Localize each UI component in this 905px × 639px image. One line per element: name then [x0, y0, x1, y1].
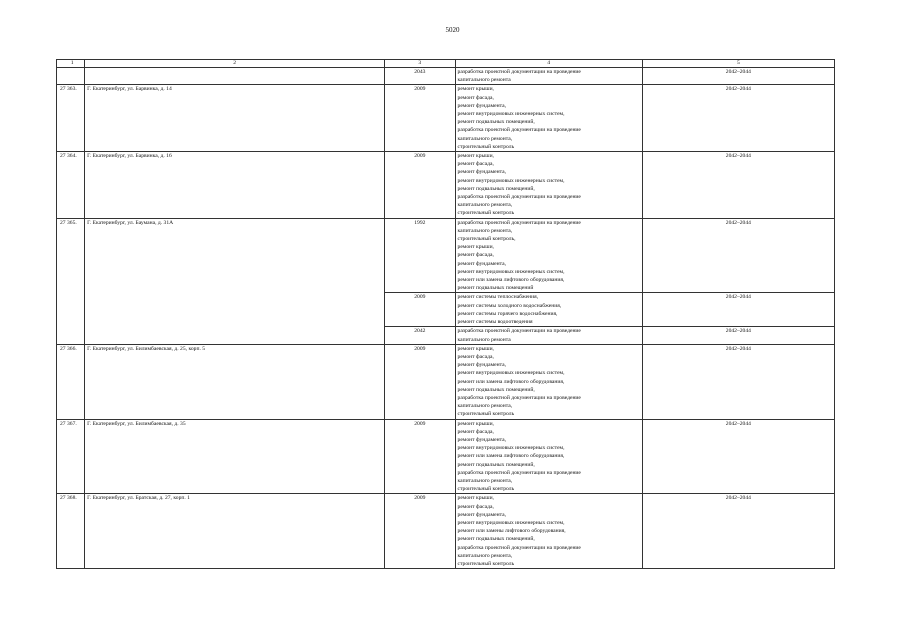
work-item: разработка проектной документации на проведение	[457, 394, 581, 401]
works-cell	[455, 85, 642, 152]
column-header-5: 5	[642, 60, 834, 68]
work-item: ремонт фасада,	[457, 353, 494, 360]
work-item: ремонт подвальных помещений,	[457, 119, 535, 126]
column-header-3: 3	[385, 60, 455, 68]
address-cell: Г. Екатеринбург, ул. Братская, д. 27, корп. 1	[85, 494, 385, 569]
table-row	[57, 218, 835, 293]
work-item: разработка проектной документации на проведение	[457, 219, 581, 226]
work-item: капитального ремонта,	[457, 477, 513, 484]
work-item: ремонт фасада,	[457, 161, 494, 168]
work-item: капитального ремонта,	[457, 552, 513, 559]
work-item: ремонт подвальных помещений,	[457, 386, 535, 393]
work-item: ремонт подвальных помещений,	[457, 461, 535, 468]
column-header-4: 4	[455, 60, 642, 68]
address-cell: Г. Екатеринбург, ул. Барвинка, д. 14	[85, 85, 385, 152]
work-item: ремонт или замена лифтового оборудования,	[457, 378, 565, 385]
work-item: ремонт крыши,	[457, 345, 494, 352]
work-item: ремонт крыши,	[457, 86, 494, 93]
work-item: ремонт фундамента,	[457, 102, 506, 109]
work-item: ремонт внутридомовых инженерных систем,	[457, 268, 565, 275]
work-item: капитального ремонта,	[457, 135, 513, 142]
works-cell	[455, 218, 642, 293]
row-number-cell: 27 368.	[57, 494, 85, 569]
period-cell: 2042–2044	[642, 218, 834, 293]
table-row	[57, 494, 835, 569]
work-item: ремонт внутридомовых инженерных систем,	[457, 519, 565, 526]
work-item: ремонт системы теплоснабжения,	[457, 294, 539, 301]
work-item: капитального ремонта	[457, 336, 511, 343]
period-cell: 2042–2044	[642, 419, 834, 494]
works-cell	[455, 419, 642, 494]
column-header-2: 2	[85, 60, 385, 68]
work-item: строительный контроль	[457, 210, 515, 217]
year-cell: 2043	[385, 68, 455, 85]
work-item: ремонт фасада,	[457, 94, 494, 101]
period-cell: 2042–2044	[642, 344, 834, 419]
table-body	[57, 68, 835, 569]
work-item: ремонт фундамента,	[457, 260, 506, 267]
work-item: ремонт системы водоотведения	[457, 319, 533, 326]
row-number-cell	[57, 68, 85, 85]
table-row	[57, 152, 835, 219]
work-item: ремонт системы горячего водоснабжения,	[457, 310, 558, 317]
table-row	[57, 419, 835, 494]
address-cell: Г. Екатеринбург, ул. Барвинка, д. 16	[85, 152, 385, 219]
address-cell: Г. Екатеринбург, ул. Баумана, д. 31А	[85, 218, 385, 344]
work-item: строительный контроль	[457, 560, 515, 567]
year-cell: 1992	[385, 218, 455, 293]
work-item: ремонт внутридомовых инженерных систем,	[457, 111, 565, 118]
year-cell: 2009	[385, 152, 455, 219]
year-cell: 2009	[385, 293, 455, 327]
work-item: ремонт внутридомовых инженерных систем,	[457, 370, 565, 377]
work-item: ремонт фасада,	[457, 428, 494, 435]
work-item: ремонт крыши,	[457, 420, 494, 427]
work-item: строительный контроль	[457, 143, 515, 150]
address-cell	[85, 68, 385, 85]
work-item: ремонт или замена лифтового оборудования,	[457, 453, 565, 460]
works-cell	[455, 344, 642, 419]
work-item: капитального ремонта,	[457, 202, 513, 209]
work-item: разработка проектной документации на проведение	[457, 328, 581, 335]
row-number-cell: 27 366.	[57, 344, 85, 419]
column-number-row	[57, 60, 835, 68]
work-item: разработка проектной документации на проведение	[457, 127, 581, 134]
period-cell: 2042–2044	[642, 85, 834, 152]
work-item: ремонт фундамента,	[457, 436, 506, 443]
work-item: ремонт системы холодного водоснабжения,	[457, 302, 562, 309]
year-cell: 2009	[385, 85, 455, 152]
column-header-1: 1	[57, 60, 85, 68]
work-item: ремонт крыши,	[457, 495, 494, 502]
works-cell	[455, 494, 642, 569]
year-cell: 2009	[385, 494, 455, 569]
work-item: ремонт фундамента,	[457, 169, 506, 176]
capital-repair-table	[56, 59, 835, 569]
row-number-cell: 27 365.	[57, 218, 85, 344]
address-cell: Г. Екатеринбург, ул. Билимбаевская, д. 35	[85, 419, 385, 494]
work-item: ремонт крыши,	[457, 153, 494, 160]
work-item: ремонт внутридомовых инженерных систем,	[457, 445, 565, 452]
work-item: ремонт или замена лифтового оборудования,	[457, 277, 565, 284]
works-cell	[455, 68, 642, 85]
period-cell: 2042–2044	[642, 494, 834, 569]
works-cell	[455, 327, 642, 344]
period-cell: 2042–2044	[642, 327, 834, 344]
year-cell: 2009	[385, 344, 455, 419]
work-item: капитального ремонта,	[457, 403, 513, 410]
work-item: разработка проектной документации на проведение	[457, 469, 581, 476]
work-item: строительный контроль	[457, 486, 515, 493]
work-item: капитального ремонта,	[457, 227, 513, 234]
work-item: капитального ремонта	[457, 77, 511, 84]
work-item: ремонт фундамента,	[457, 511, 506, 518]
period-cell: 2042–2044	[642, 68, 834, 85]
work-item: ремонт фасада,	[457, 252, 494, 259]
row-number-cell: 27 363.	[57, 85, 85, 152]
work-item: строительный контроль,	[457, 236, 516, 243]
work-item: ремонт фасада,	[457, 503, 494, 510]
table-row	[57, 68, 835, 85]
year-cell: 2042	[385, 327, 455, 344]
work-item: разработка проектной документации на проведение	[457, 544, 581, 551]
work-item: строительный контроль	[457, 411, 515, 418]
works-cell	[455, 293, 642, 327]
work-item: ремонт внутридомовых инженерных систем,	[457, 177, 565, 184]
work-item: ремонт подвальных помещений,	[457, 536, 535, 543]
period-cell: 2042–2044	[642, 293, 834, 327]
table-row	[57, 85, 835, 152]
work-item: разработка проектной документации на проведение	[457, 69, 581, 75]
work-item: ремонт подвальных помещений,	[457, 185, 535, 192]
work-item: ремонт крыши,	[457, 244, 494, 251]
period-cell: 2042–2044	[642, 152, 834, 219]
page-number: 5020	[445, 26, 460, 34]
address-cell: Г. Екатеринбург, ул. Билимбаевская, д. 25, корп. 5	[85, 344, 385, 419]
works-cell	[455, 152, 642, 219]
row-number-cell: 27 364.	[57, 152, 85, 219]
work-item: ремонт или замены лифтового оборудования,	[457, 528, 566, 535]
work-item: ремонт фундамента,	[457, 362, 506, 369]
table-row	[57, 344, 835, 419]
year-cell: 2009	[385, 419, 455, 494]
row-number-cell: 27 367.	[57, 419, 85, 494]
work-item: ремонт подвальных помещений	[457, 285, 534, 292]
work-item: разработка проектной документации на проведение	[457, 194, 581, 201]
